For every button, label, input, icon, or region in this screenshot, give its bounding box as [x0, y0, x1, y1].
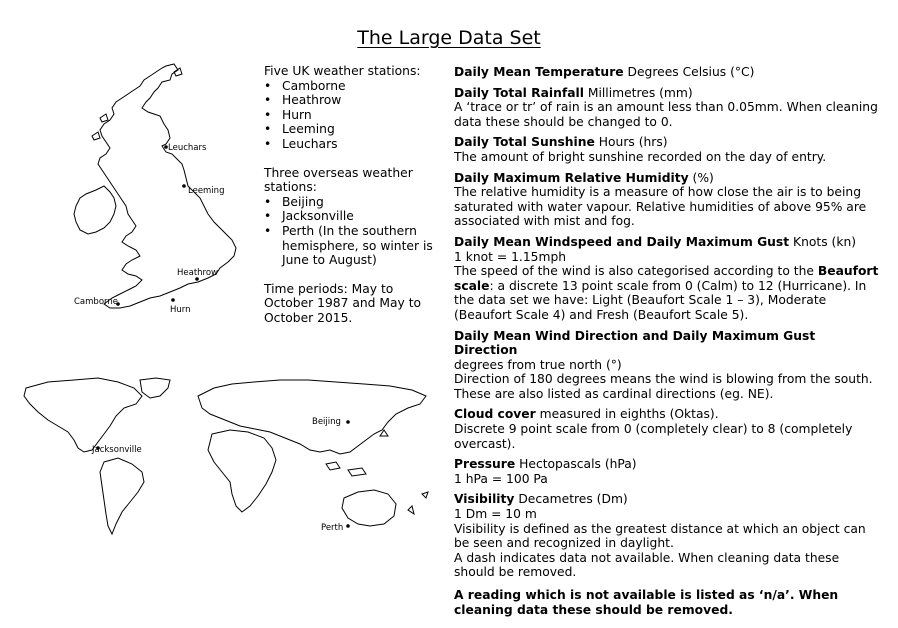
- list-item: • Jacksonville: [282, 209, 442, 224]
- north-america-outline: [24, 378, 142, 452]
- ireland-outline: [74, 186, 116, 234]
- south-america-outline: [100, 458, 144, 534]
- list-item: • Heathrow: [282, 93, 442, 108]
- data-definitions: [454, 65, 879, 623]
- list-item: • Perth (In the southern hemisphere, so winter is June to August): [282, 224, 442, 268]
- map-label-perth: Perth: [321, 523, 344, 533]
- na-note: A reading which is not available is listed as ‘n/a’. When cleaning data these should be removed.: [454, 588, 839, 617]
- pressure-section: Pressure Hectopascals (hPa) 1 hPa = 100 Pa: [454, 457, 637, 486]
- overseas-stations-list: [264, 195, 442, 268]
- stations-column: [264, 64, 442, 326]
- map-label-beijing: Beijing: [312, 417, 341, 427]
- overseas-stations-heading: Three overseas weather stations:: [264, 165, 413, 195]
- map-label-heathrow: Heathrow: [177, 268, 219, 278]
- time-periods: Time periods: May to October 1987 and May to October 2015.: [264, 281, 422, 325]
- islands-outline: [92, 68, 182, 140]
- map-label-leeming: Leeming: [188, 186, 225, 196]
- greenland-outline: [140, 378, 170, 398]
- list-item: • Hurn: [282, 108, 442, 123]
- uk-stations-heading: Five UK weather stations:: [264, 64, 421, 78]
- africa-outline: [208, 430, 276, 512]
- cloud-cover-section: Cloud cover measured in eighths (Oktas). Discrete 9 point scale from 0 (completely clear) to 8 (completely overcast).: [454, 407, 853, 451]
- australia-outline: [342, 490, 396, 526]
- list-item: • Beijing: [282, 195, 442, 210]
- humidity-section: Daily Maximum Relative Humidity (%) The relative humidity is a measure of how close the air is to being saturated with water vapour. Relative humidities of above 95% are associated with mist and fog.: [454, 170, 867, 229]
- uk-stations-list: [264, 79, 442, 152]
- world-map: [18, 374, 446, 544]
- visibility-section: Visibility Decametres (Dm) 1 Dm = 10 m Visibility is defined as the greatest distance at which an object can be seen and recognized in daylight. A dash indicates data not available. When cleaning data these should be removed.: [454, 492, 866, 580]
- temperature-section: Daily Mean Temperature Degrees Celsius (°C): [454, 65, 755, 79]
- sunshine-section: Daily Total Sunshine Hours (hrs) The amount of bright sunshine recorded on the day of entry.: [454, 135, 827, 164]
- map-label-jacksonville: Jacksonville: [92, 445, 142, 455]
- uk-map: [70, 58, 250, 320]
- map-label-leuchars: Leuchars: [168, 143, 207, 153]
- map-label-camborne: Camborne: [74, 297, 118, 307]
- list-item: • Leuchars: [282, 137, 442, 152]
- wind-direction-section: Daily Mean Wind Direction and Daily Maximum Gust Direction degrees from true north (°) Direction of 180 degrees means the wind is blowing from the south. These are also listed as cardinal directions (eg. NE).: [454, 328, 873, 401]
- page-title: The Large Data Set: [357, 27, 541, 49]
- rainfall-section: Daily Total Rainfall Millimetres (mm) A ‘trace or tr’ of rain is an amount less than 0.05mm. When cleaning data these should be changed to 0.: [454, 85, 878, 129]
- list-item: • Leeming: [282, 122, 442, 137]
- islands-outline: [326, 430, 428, 514]
- windspeed-section: Daily Mean Windspeed and Daily Maximum Gust Knots (kn) 1 knot = 1.15mph The speed of the wind is also categorised according to the Beaufort scale: a discrete 13 point scale from 0 (Calm) to 12 (Hurricane). In the data set we have: Light (Beaufort Scale 1 – 3), Moderate (Beaufort Scale 4) and Fresh (Beaufort Scale 5).: [454, 234, 879, 322]
- map-label-hurn: Hurn: [170, 305, 191, 315]
- list-item: • Camborne: [282, 79, 442, 94]
